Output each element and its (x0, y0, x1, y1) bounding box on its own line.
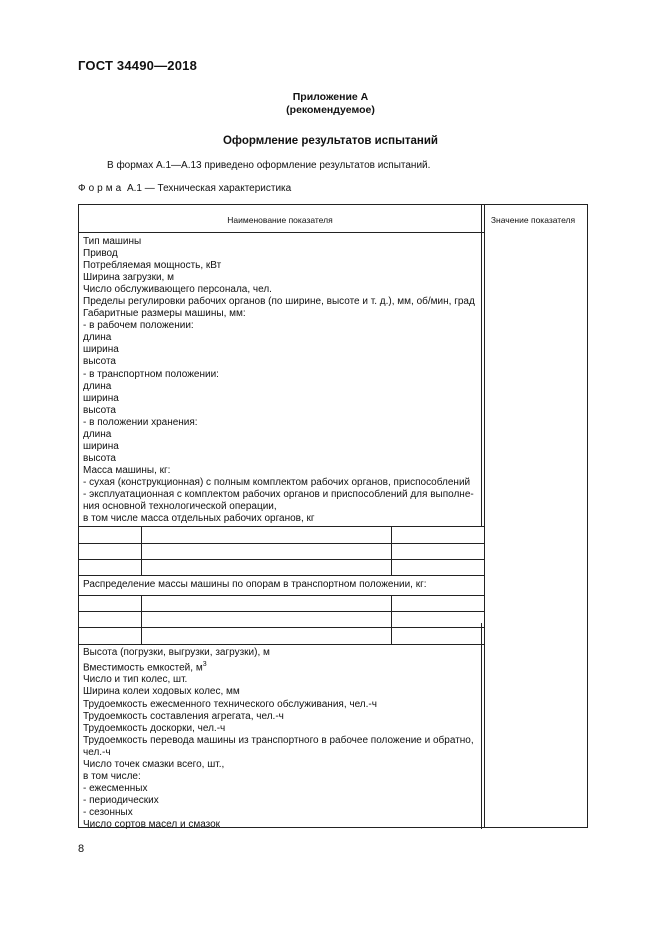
block1-line: высота (83, 452, 116, 464)
header-col-divider (481, 205, 482, 233)
block3-line: Трудоемкость ежесменного технического обслуживания, чел.-ч (83, 698, 377, 710)
block1-text (83, 236, 475, 525)
block1-col-divider (481, 233, 482, 527)
block1-line: ширина (83, 392, 119, 404)
block1-line: Число обслуживающего персонала, чел. (83, 284, 272, 296)
grid2-col-b (391, 595, 392, 644)
grid2-top (79, 595, 484, 596)
block3-line: Трудоемкость составления агрегата, чел.-ч (83, 710, 284, 722)
block3-line: Трудоемкость перевода машины из транспортного в рабочее положение и обратно, (83, 734, 474, 746)
grid2-row1 (79, 611, 484, 612)
block3-line: Высота (погрузки, выгрузки, загрузки), м (83, 647, 270, 658)
block1-line: высота (83, 356, 116, 368)
block3-line: Число сортов масел и смазок (83, 818, 221, 830)
grid1-row1 (79, 543, 484, 544)
block1-line: Тип машины (83, 236, 142, 247)
block3-text (83, 647, 474, 831)
block1-line: - в положении хранения: (83, 416, 198, 428)
value-column (484, 204, 588, 828)
block3-col-divider (481, 623, 482, 829)
grid2-col-a (141, 595, 142, 644)
block1-line: длина (83, 428, 112, 440)
block3-line: Число точек смазки всего, шт., (83, 758, 225, 770)
grid1-bottom (79, 575, 484, 576)
grid1-row2 (79, 559, 484, 560)
intro-paragraph: В формах А.1—А.13 приведено оформление результатов испытаний. (107, 160, 431, 171)
block1-line: - в рабочем положении: (83, 320, 194, 332)
block3-line: - ежесменных (83, 782, 148, 794)
block3-line: в том числе: (83, 770, 141, 782)
block1-line: ширина (83, 344, 119, 356)
block1-line: длина (83, 380, 112, 392)
block3-line: Ширина колеи ходовых колес, мм (83, 686, 240, 698)
form-caption-text: А.1 — Техническая характеристика (124, 183, 292, 194)
block3-line: чел.-ч (83, 746, 111, 758)
block1-line: высота (83, 404, 116, 416)
header-divider (79, 232, 484, 233)
characteristics-table (78, 204, 576, 830)
cubic-superscript: 3 (202, 661, 207, 669)
col-name-header: Наименование показателя (227, 215, 333, 225)
grid1-top (79, 526, 484, 527)
block1-line: длина (83, 332, 112, 344)
block1-line: Габаритные размеры машины, мм: (83, 308, 246, 320)
block1-line: - эксплуатационная с комплектом рабочих органов и приспособлений для выполне- (83, 488, 474, 500)
form-caption (78, 183, 291, 194)
block3-line: - периодических (83, 794, 159, 806)
block1-line: Пределы регулировки рабочих органов (по ширине, высоте и т. д.), мм, об/мин, град (83, 296, 475, 308)
block1-line: - сухая (конструкционная) с полным комплектом рабочих органов, приспособлений (83, 476, 471, 488)
block1-line: Масса машины, кг: (83, 464, 171, 476)
grid2-bottom (79, 644, 484, 645)
grid1-col-b (391, 526, 392, 575)
block3-line: - сезонных (83, 806, 133, 818)
block1-line: в том числе масса отдельных рабочих органов, кг (83, 513, 315, 525)
block1-line: Потребляемая мощность, кВт (83, 260, 222, 272)
weight-distribution-label: Распределение массы машины по опорам в транспортном положении, кг: (83, 579, 427, 590)
block1-line: - в транспортном положении: (83, 368, 219, 380)
block3-line: Число и тип колес, шт. (83, 674, 188, 686)
form-word: Форма (78, 183, 125, 194)
grid1-col-a (141, 526, 142, 575)
block1-line: Ширина загрузки, м (83, 272, 174, 284)
col-value-header: Значение показателя (490, 215, 576, 225)
document-code: ГОСТ 34490—2018 (78, 58, 197, 73)
block1-line: ширина (83, 440, 119, 452)
appendix-label: Приложение А (292, 91, 369, 103)
appendix-title: Оформление результатов испытаний (222, 135, 439, 147)
block1-line: Привод (83, 248, 118, 260)
block3-line: Трудоемкость доскорки, чел.-ч (83, 722, 226, 734)
appendix-status: (рекомендуемое) (286, 104, 375, 116)
block1-line: ния основной технологической операции, (83, 501, 277, 513)
grid2-row2 (79, 627, 484, 628)
block3-line: Вместимость емкостей, $м^3$ (83, 661, 207, 674)
page-number: 8 (78, 843, 85, 855)
